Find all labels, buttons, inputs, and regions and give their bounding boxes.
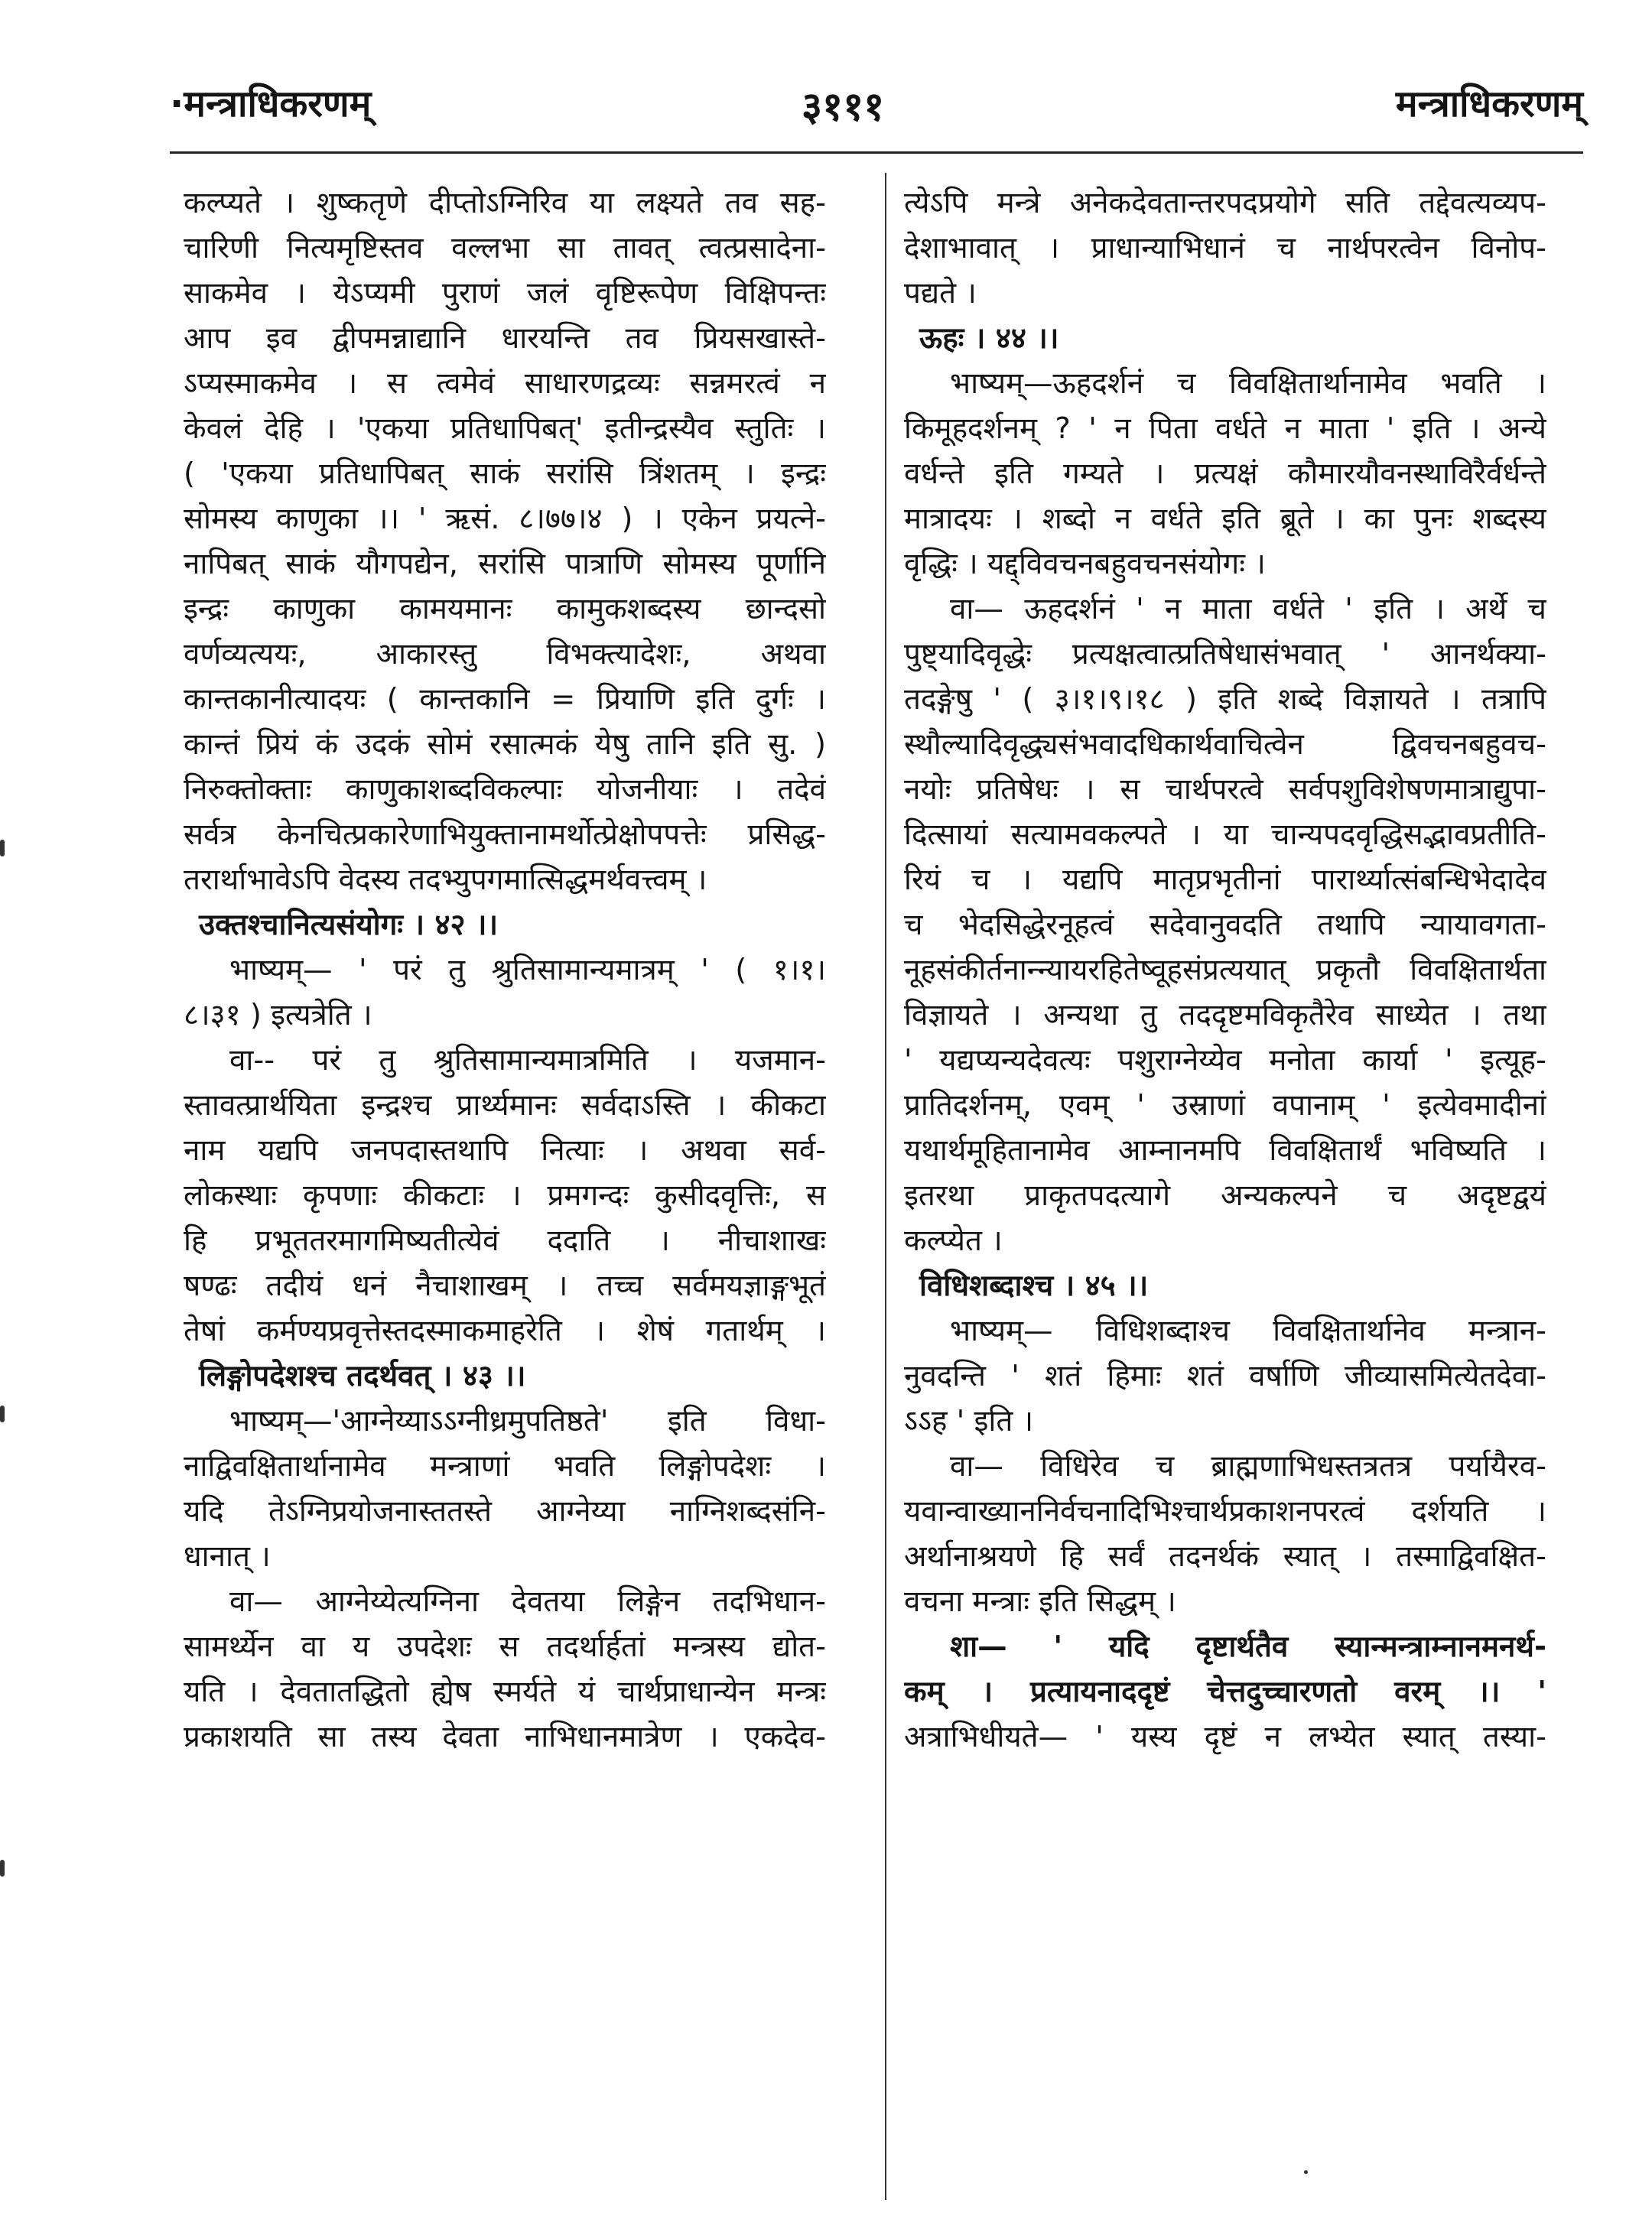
text-line: स्थौल्यादिवृद्ध्यसंभवादधिकार्थवाचित्वेन द्विवचनबहुवच- <box>904 727 1546 762</box>
text-line: दित्सायां सत्यामवकल्पते । या चान्यपदवृद्धिसद्भावप्रतीति- <box>904 817 1546 852</box>
text-line: कल्प्येत । <box>904 1224 1003 1258</box>
text-line: नुवदन्ति ' शतं हिमाः शतं वर्षाणि जीव्यासमित्येतदेवा- <box>904 1359 1546 1393</box>
text-line: यवान्वाख्याननिर्वचनादिभिश्चार्थप्रकाशनपरत्वं दर्शयति । <box>904 1494 1546 1529</box>
text-line: केवलं देहि । 'एकया प्रतिधापिबत्' इतीन्द्रस्यैव स्तुतिः । <box>184 411 826 446</box>
text-line: वर्णव्यत्ययः, आकारस्तु विभक्त्यादेशः, अथवा <box>184 637 826 671</box>
text-line: साकमेव । येऽप्यमी पुराणं जलं वृष्टिरूपेण विक्षिपन्तः <box>184 276 826 310</box>
bhashya-line: भाष्यम्— विधिशब्दाश्च विवक्षितार्थानेव मन्त्रान- <box>950 1314 1546 1348</box>
vartika-line: वा— ऊहदर्शनं ' न माता वर्धते ' इति । अर्थे च <box>950 592 1546 626</box>
page-number: ३१११ <box>802 84 885 130</box>
text-line: देशाभावात् । प्राधान्याभिधानं च नार्थपरत्वेन विनोप- <box>904 231 1546 265</box>
vartika-line: वा— आग्नेय्येत्यग्निना देवतया लिङ्गेन तदभिधान- <box>229 1584 826 1619</box>
text-line: च भेदसिद्धेरनूहत्वं सदेवानुवदति तथापि न्यायावगता- <box>904 908 1546 942</box>
bhashya-line: भाष्यम्—'आग्नेय्याऽऽग्नीध्रमुपतिष्ठते' इति विधा- <box>229 1404 826 1438</box>
text-line: अर्थानाश्रयणे हि सर्वं तदनर्थकं स्यात् । तस्माद्विवक्षित- <box>904 1539 1546 1574</box>
text-line: पद्यते । <box>904 276 977 310</box>
text-line: ऽप्यस्माकमेव । स त्वमेवं साधारणद्रव्यः सन्नमरत्वं न <box>184 366 826 401</box>
text-line: त्येऽपि मन्त्रे अनेकदेवतान्तरपदप्रयोगे सति तद्देवत्यव्यप- <box>904 186 1546 220</box>
text-line: तेषां कर्मण्यप्रवृत्तेस्तदस्माकमाहरेति । शेषं गतार्थम् । <box>184 1314 826 1348</box>
text-line: नापिबत् साकं यौगपद्येन, सरांसि पात्राणि सोमस्य पूर्णानि <box>184 547 826 581</box>
text-line: यति । देवतातद्धितो ह्येष स्मर्यते यं चार्थप्राधान्येन मन्त्रः <box>184 1675 826 1709</box>
sutra-heading-43: लिङ्गोपदेशश्च तदर्थवत् । ४३ ।। <box>199 1359 526 1393</box>
text-line: पुष्ट्यादिवृद्धेः प्रत्यक्षत्वात्प्रतिषेधासंभवात् ' आनर्थक्या- <box>904 637 1546 671</box>
text-line: ८।३१ ) इत्यत्रेति । <box>184 998 372 1032</box>
left-column <box>184 180 826 1760</box>
text-line: अत्राभिधीयते— ' यस्य दृष्टं न लभ्येत स्यात् तस्या- <box>904 1720 1546 1754</box>
text-line: धानात् । <box>184 1539 271 1574</box>
text-line: वृद्धिः । यद्द्विवचनबहुवचनसंयोगः । <box>904 547 1266 581</box>
column-divider <box>885 173 886 2200</box>
text-line: प्रकाशयति सा तस्य देवता नाभिधानमात्रेण । एकदेव- <box>184 1720 826 1754</box>
text-line: किमूहदर्शनम् ? ' न पिता वर्धते न माता ' इति । अन्ये <box>904 411 1546 446</box>
vartika-line: वा— विधिरेव च ब्राह्मणाभिधस्तत्रतत्र पर्यायैरव- <box>950 1449 1546 1484</box>
text-line: सर्वत्र केनचित्प्रकारेणाभियुक्तानामर्थोत्प्रेक्षोपपत्तेः प्रसिद्ध- <box>184 817 826 852</box>
text-line: सोमस्य काणुका ।। ' ऋसं. ८।७७।४ ) । एकेन प्रयत्ने- <box>184 502 826 536</box>
text-line: यथार्थमूहितानामेव आम्नानमपि विवक्षितार्थं भविष्यति । <box>904 1133 1546 1168</box>
bhashya-line: भाष्यम्— ' परं तु श्रुतिसामान्यमात्रम् ' ( १।१। <box>229 953 826 987</box>
text-line: नूहसंकीर्तनान्न्यायरहितेष्वूहसंप्रत्ययात् प्रकृतौ विवक्षितार्थता <box>904 953 1546 987</box>
binding-mark <box>0 840 5 856</box>
text-line: ( 'एकया प्रतिधापिबत् साकं सरांसि त्रिंशतम् । इन्द्रः <box>184 457 826 491</box>
text-line: नयोः प्रतिषेधः । स चार्थपरत्वे सर्वपशुविशेषणमात्राद्युपा- <box>904 772 1546 807</box>
sutra-heading-45: विधिशब्दाश्च । ४५ ।। <box>919 1269 1149 1303</box>
stray-mark <box>1304 2170 1308 2174</box>
text-line: ' यद्यप्यन्यदेवत्यः पशुराग्नेय्येव मनोता कार्या ' इत्यूह- <box>904 1043 1546 1077</box>
sutra-heading-42: उक्तश्चानित्यसंयोगः । ४२ ।। <box>199 908 499 942</box>
text-line: षण्ढः तदीयं धनं नैचाशाखम् । तच्च सर्वमयज्ञाङ्गभूतं <box>184 1269 826 1303</box>
right-column <box>904 180 1546 1760</box>
header-rule <box>170 151 1583 154</box>
text-line: सामर्थ्येन वा य उपदेशः स तदर्थार्हतां मन्त्रस्य द्योत- <box>184 1630 826 1664</box>
text-line: प्रातिदर्शनम्, एवम् ' उस्राणां वपानाम् ' इत्येवमादीनां <box>904 1088 1546 1123</box>
text-line: वर्धन्ते इति गम्यते । प्रत्यक्षं कौमारयौवनस्थाविरैर्वर्धन्ते <box>904 457 1546 491</box>
text-line: तरार्थाभावेऽपि वेदस्य तदभ्युपगमात्सिद्धमर्थवत्त्वम् । <box>184 863 707 897</box>
binding-mark <box>0 1406 5 1422</box>
text-line: हि प्रभूततरमागमिष्यतीत्येवं ददाति । नीचाशाखः <box>184 1224 826 1258</box>
text-line: चारिणी नित्यमृष्टिस्तव वल्लभा सा तावत् त्वत्प्रसादेना- <box>184 231 826 265</box>
binding-mark <box>0 1860 5 1877</box>
vartika-line: वा-- परं तु श्रुतिसामान्यमात्रमिति । यजमान- <box>229 1043 826 1077</box>
running-header-right: मन्त्राधिकरणम् <box>1395 83 1583 125</box>
text-line: मात्रादयः । शब्दो न वर्धते इति ब्रूते । का पुनः शब्दस्य <box>904 502 1546 536</box>
text-line: नाद्विवक्षितार्थानामेव मन्त्राणां भवति लिङ्गोपदेशः । <box>184 1449 826 1484</box>
text-line: नाम यद्यपि जनपदास्तथापि नित्याः । अथवा सर्व- <box>184 1133 826 1168</box>
text-line: रियं च । यद्यपि मातृप्रभृतीनां पारार्थ्यात्संबन्धिभेदादेव <box>904 863 1546 897</box>
text-line: निरुक्तोक्ताः काणुकाशब्दविकल्पाः योजनीयाः । तदेवं <box>184 772 826 807</box>
text-line: लोकस्थाः कृपणाः कीकटाः । प्रमगन्दः कुसीदवृत्तिः, स <box>184 1178 826 1213</box>
running-header-left: ·मन्त्राधिकरणम् <box>170 83 372 125</box>
bhashya-line: भाष्यम्—ऊहदर्शनं च विवक्षितार्थानामेव भवति । <box>950 366 1546 401</box>
text-line: तदङ्गेषु ' ( ३।१।९।१८ ) इति शब्दे विज्ञायते । तत्रापि <box>904 682 1546 717</box>
text-line: विज्ञायते । अन्यथा तु तददृष्टमविकृतैरेव साध्येत । तथा <box>904 998 1546 1032</box>
text-line: वचना मन्त्राः इति सिद्धम् । <box>904 1584 1176 1619</box>
text-line: कान्तं प्रियं कं उदकं सोमं रसात्मकं येषु तानि इति सु. ) <box>184 727 826 762</box>
text-line: कान्तकानीत्यादयः ( कान्तकानि = प्रियाणि इति दुर्गः । <box>184 682 826 717</box>
text-line: आप इव द्वीपमन्नाद्यानि धारयन्ति तव प्रियसखास्ते- <box>184 321 826 356</box>
text-line: इन्द्रः काणुका कामयमानः कामुकशब्दस्य छान्दसो <box>184 592 826 626</box>
text-line: स्तावत्प्रार्थयिता इन्द्रश्च प्रार्थ्यमानः सर्वदाऽस्ति । कीकटा <box>184 1088 826 1123</box>
shloka-line: कम् । प्रत्यायनाददृष्टं चेत्तदुच्चारणतो वरम् ।। ' <box>904 1675 1546 1709</box>
text-line: ऽऽह ' इति । <box>904 1404 1034 1438</box>
text-line: इतरथा प्राकृतपदत्यागे अन्यकल्पने च अदृष्टद्वयं <box>904 1178 1546 1213</box>
text-line: यदि तेऽग्निप्रयोजनास्ततस्ते आग्नेय्या नाग्निशब्दसंनि- <box>184 1494 826 1529</box>
shloka-line: शा— ' यदि दृष्टार्थतैव स्यान्मन्त्राम्नानमनर्थ- <box>950 1630 1546 1664</box>
text-line: कल्प्यते । शुष्कतृणे दीप्तोऽग्निरिव या लक्ष्यते तव सह- <box>184 186 826 220</box>
sutra-heading-44: ऊहः । ४४ ।। <box>919 321 1059 356</box>
